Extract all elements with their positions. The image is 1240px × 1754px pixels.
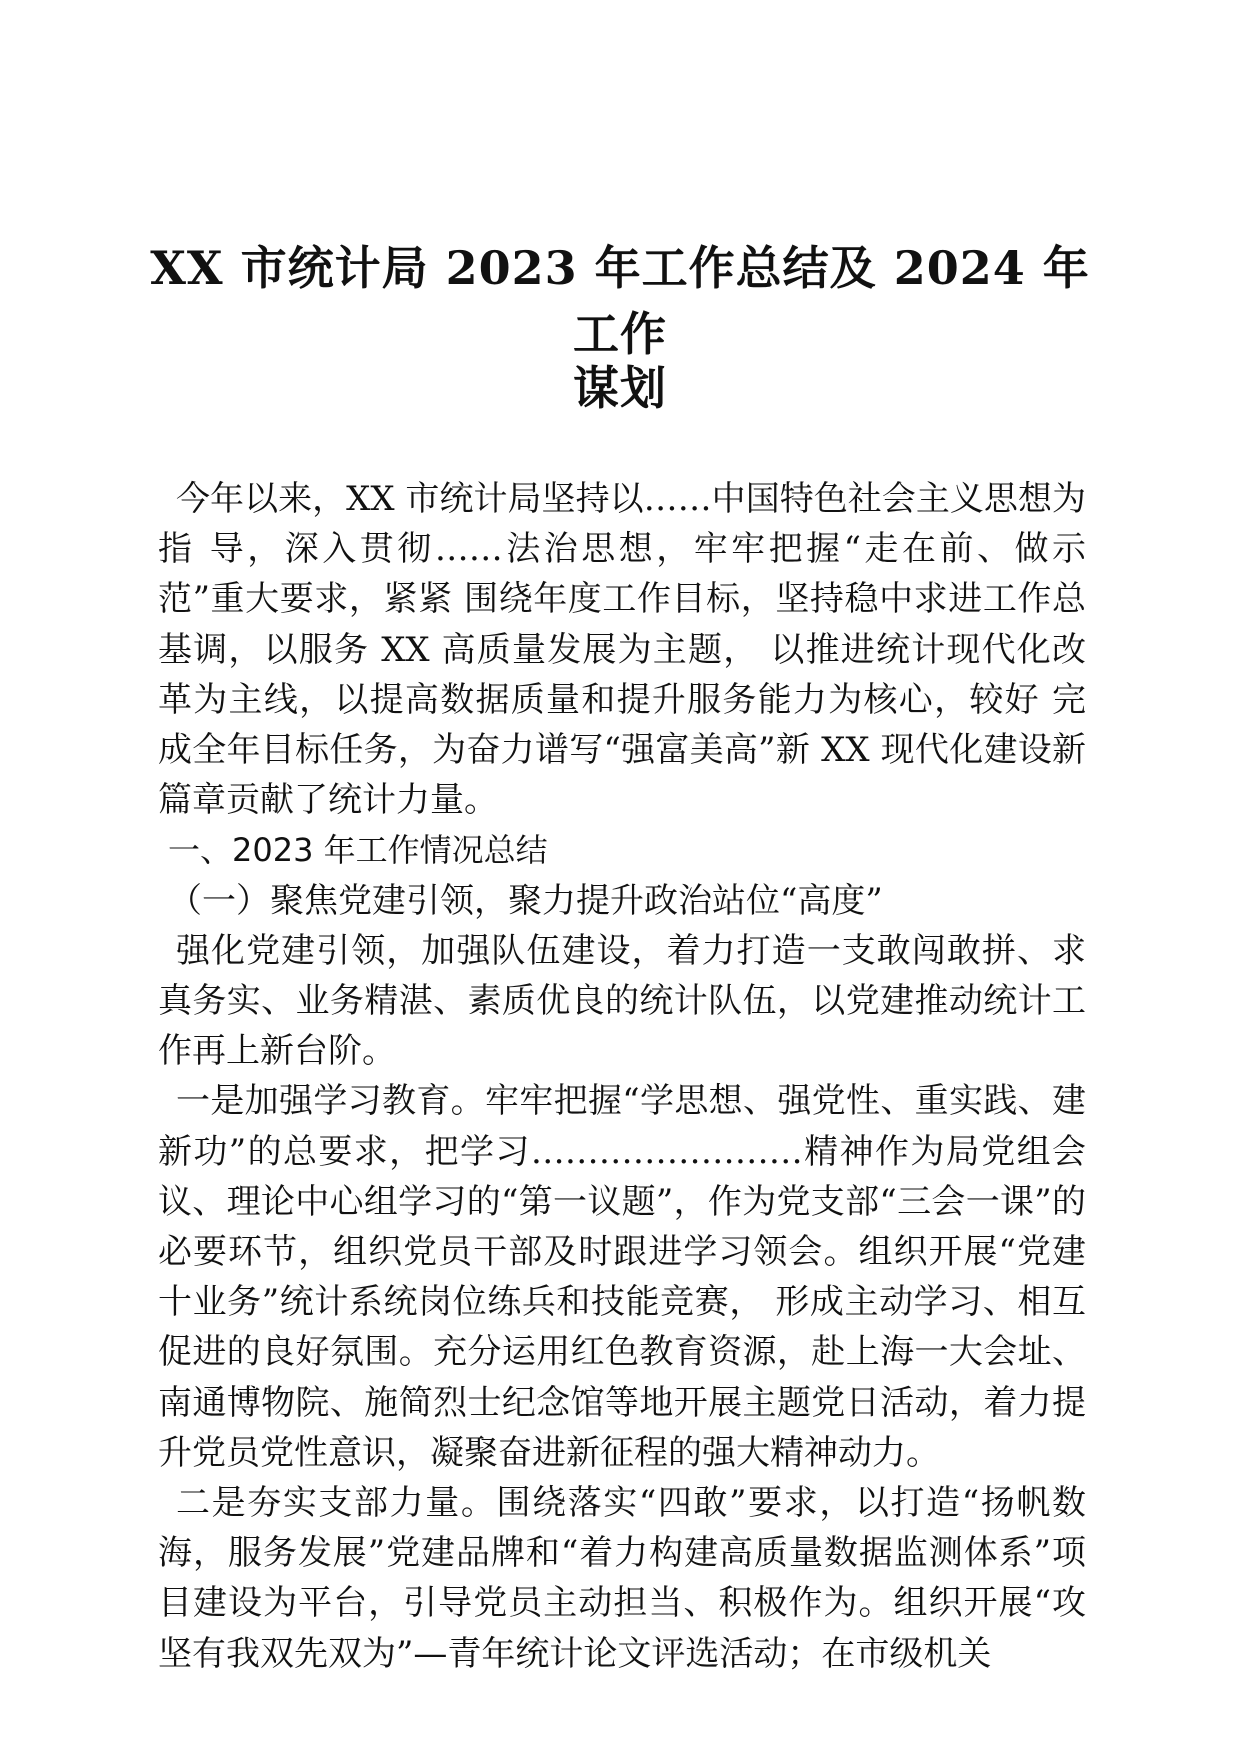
document-body: [158, 474, 1086, 1679]
body-paragraph: 强化党建引领，加强队伍建设，着力打造一支敢闯敢拼、求真务实、业务精湛、素质优良的统计队伍，以党建推动统计工作再上新台阶。: [158, 930, 1086, 1072]
subsection-heading-1: （一）聚焦党建引领，聚力提升政治站位“高度”: [168, 880, 883, 921]
body-paragraph: 二是夯实支部力量。围绕落实“四敢”要求，以打造“扬帆数海，服务发展”党建品牌和“着力构建高质量数据监测体系”项目建设为平台，引导党员主动担当、积极作为。组织开展“攻坚有我双先双为”—青年统计论文评选活动；在市级机关: [158, 1483, 1086, 1674]
intro-paragraph: 今年以来，XX 市统计局坚持以……中国特色社会主义思想为指 导，深入贯彻……法治思想，牢牢把握“走在前、做示范”重大要求，紧紧 围绕年度工作目标，坚持稳中求进工作总基调，以服务 XX 高质量发展为主题， 以推进统计现代化改革为主线，以提高数据质量和提升服务能力为核心，较好 完成全年目标任务，为奋力谱写“强富美高”新 XX 现代化建设新篇章贡献了统计力量。: [158, 479, 1086, 821]
section-heading-1: 一、2023 年工作情况总结: [168, 831, 548, 870]
body-paragraph: 一是加强学习教育。牢牢把握“学思想、强党性、重实践、建新功”的总要求，把学习……………………精神作为局党组会议、理论中心组学习的“第一议题”，作为党支部“三会一课”的必要环节，组织党员干部及时跟进学习领会。组织开展“党建十业务”统计系统岗位练兵和技能竞赛， 形成主动学习、相互促进的良好氛围。充分运用红色教育资源，赴上海一大会址、南通博物院、施简烈士纪念馆等地开展主题党日活动，着力提升党员党性意识，凝聚奋进新征程的强大精神动力。: [158, 1081, 1086, 1473]
document-title-line-2: 谋划: [573, 361, 667, 415]
document-title-line-1: XX 市统计局 2023 年工作总结及 2024 年工作: [150, 241, 1090, 361]
